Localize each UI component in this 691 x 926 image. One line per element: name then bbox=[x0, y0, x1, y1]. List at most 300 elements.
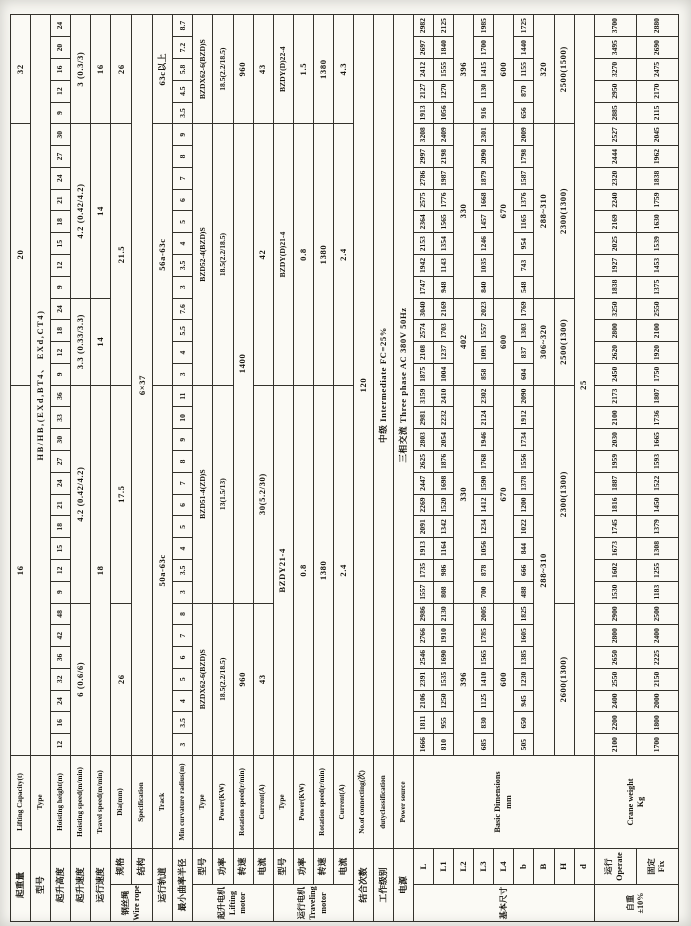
data-cell: 32 bbox=[11, 15, 31, 124]
data-cell: 2412 bbox=[414, 59, 434, 81]
data-cell: 2320 bbox=[594, 167, 636, 189]
data-cell: 14 bbox=[91, 298, 111, 385]
data-cell: 3 bbox=[173, 734, 193, 756]
label-cell: 转速 bbox=[313, 849, 333, 885]
data-cell: 1450 bbox=[636, 494, 678, 516]
data-cell: 5 bbox=[173, 211, 193, 233]
data-cell: 2600(1300) bbox=[554, 603, 574, 755]
data-cell: 1942 bbox=[414, 255, 434, 277]
row-lift-motor-power bbox=[213, 15, 233, 922]
row-lift-motor-type bbox=[193, 15, 213, 922]
data-cell: 4 bbox=[173, 538, 193, 560]
data-cell: 1354 bbox=[434, 233, 454, 255]
data-cell: 1530 bbox=[594, 581, 636, 603]
data-cell: 2100 bbox=[594, 407, 636, 429]
data-cell: 1927 bbox=[594, 255, 636, 277]
label-cell: Hoisting speed(m/min) bbox=[71, 756, 91, 849]
data-cell: 9 bbox=[173, 429, 193, 451]
label-cell: L bbox=[414, 849, 434, 885]
data-cell: 26 bbox=[111, 603, 132, 755]
data-cell: 2527 bbox=[594, 124, 636, 146]
data-cell: 2650 bbox=[594, 647, 636, 669]
data-cell: 837 bbox=[514, 342, 534, 364]
data-cell: 3.3 (0.33/3.3) bbox=[71, 298, 91, 385]
data-cell: 1630 bbox=[636, 211, 678, 233]
data-cell: 1375 bbox=[636, 276, 678, 298]
data-cell: 2090 bbox=[474, 146, 494, 168]
data-cell: 1022 bbox=[514, 516, 534, 538]
data-cell: 2091 bbox=[414, 516, 434, 538]
data-cell: 24 bbox=[51, 472, 71, 494]
row-type bbox=[31, 15, 51, 922]
data-cell: 2300(1300) bbox=[554, 385, 574, 603]
data-cell: 2023 bbox=[474, 298, 494, 320]
data-cell: 2986 bbox=[414, 603, 434, 625]
row-travel-motor-power bbox=[293, 15, 313, 922]
data-cell: 1959 bbox=[594, 451, 636, 473]
data-cell: 1535 bbox=[434, 668, 454, 690]
row-wire-rope-dia bbox=[111, 15, 132, 922]
data-cell: 2106 bbox=[414, 690, 434, 712]
data-cell: 26 bbox=[111, 15, 132, 124]
row-lift-motor-current bbox=[253, 15, 273, 922]
data-cell: 1816 bbox=[594, 494, 636, 516]
data-cell: 4 bbox=[173, 690, 193, 712]
data-cell: 1735 bbox=[414, 559, 434, 581]
data-cell: 2302 bbox=[474, 385, 494, 407]
data-cell: 18 bbox=[91, 385, 111, 755]
data-cell: 858 bbox=[474, 363, 494, 385]
data-cell: 8 bbox=[173, 451, 193, 473]
data-cell: 2030 bbox=[594, 429, 636, 451]
data-cell: 1056 bbox=[434, 102, 454, 124]
data-cell: 2786 bbox=[414, 167, 434, 189]
data-cell: 1342 bbox=[434, 516, 454, 538]
data-cell: BZDX62-6(BZD)S bbox=[193, 603, 213, 755]
data-cell: 56a-63c bbox=[153, 124, 173, 385]
data-cell: 13(1.5/13) bbox=[213, 385, 233, 603]
label-cell: L4 bbox=[494, 849, 514, 885]
data-cell: 36 bbox=[51, 385, 71, 407]
data-cell: 986 bbox=[434, 559, 454, 581]
data-cell: 24 bbox=[51, 690, 71, 712]
data-cell: 3 bbox=[173, 363, 193, 385]
data-cell: 2127 bbox=[414, 80, 434, 102]
data-cell: 25 bbox=[574, 15, 594, 756]
data-cell: 2169 bbox=[594, 211, 636, 233]
data-cell: 1056 bbox=[474, 538, 494, 560]
data-cell: 306~320 bbox=[534, 298, 554, 385]
data-cell: 1962 bbox=[636, 146, 678, 168]
data-cell: 1410 bbox=[474, 668, 494, 690]
data-cell: 2546 bbox=[414, 647, 434, 669]
data-cell: 3208 bbox=[414, 124, 434, 146]
data-cell: 2025 bbox=[594, 233, 636, 255]
label-cell: Lifting Capacity(t) bbox=[11, 756, 31, 849]
data-cell: 604 bbox=[514, 363, 534, 385]
label-cell: H bbox=[554, 849, 574, 885]
label-cell: L3 bbox=[474, 849, 494, 885]
data-cell: 700 bbox=[474, 581, 494, 603]
data-cell: 3250 bbox=[594, 298, 636, 320]
row-dim-L bbox=[414, 15, 434, 922]
data-cell: 2.4 bbox=[333, 385, 353, 755]
data-cell: 12 bbox=[51, 734, 71, 756]
data-cell: 4.2 (0.42/4.2) bbox=[71, 385, 91, 603]
data-cell: 1520 bbox=[434, 494, 454, 516]
data-cell: 16 bbox=[91, 15, 111, 124]
data-cell: 3.5 bbox=[173, 102, 193, 124]
data-cell: 63c以上 bbox=[153, 15, 173, 124]
data-cell: 1378 bbox=[514, 472, 534, 494]
row-lift-motor-speed bbox=[233, 15, 253, 922]
data-cell: 1690 bbox=[434, 647, 454, 669]
data-cell: 10 bbox=[173, 407, 193, 429]
data-cell: 1255 bbox=[636, 559, 678, 581]
data-cell: 18.5(2.2/18.5) bbox=[213, 15, 233, 124]
data-cell: 1091 bbox=[474, 342, 494, 364]
label-cell: 运行速度 bbox=[91, 849, 111, 922]
data-cell: 3700 bbox=[594, 15, 636, 37]
label-cell: Hoisting height(m) bbox=[51, 756, 71, 849]
data-cell: 2200 bbox=[594, 712, 636, 734]
data-cell: 2800 bbox=[594, 320, 636, 342]
data-cell: 1800 bbox=[636, 712, 678, 734]
data-cell: 396 bbox=[454, 603, 474, 755]
data-cell: 16 bbox=[51, 712, 71, 734]
data-cell: 18.5(2.2/18.5) bbox=[213, 124, 233, 385]
data-cell: 12 bbox=[51, 342, 71, 364]
data-cell: 2240 bbox=[594, 189, 636, 211]
row-travel-motor-current bbox=[333, 15, 353, 922]
data-cell: 2198 bbox=[434, 146, 454, 168]
data-cell: 33 bbox=[51, 407, 71, 429]
data-cell: 2391 bbox=[414, 668, 434, 690]
data-cell: 488 bbox=[514, 581, 534, 603]
label-cell: 钢丝绳 Wire rope bbox=[111, 885, 153, 922]
data-cell: 18.5(2.2/18.5) bbox=[213, 603, 233, 755]
data-cell: 42 bbox=[51, 625, 71, 647]
label-cell: 最小曲率半径 bbox=[173, 849, 193, 922]
label-cell: Type bbox=[273, 756, 293, 849]
data-cell: 2880 bbox=[636, 15, 678, 37]
data-cell: 16 bbox=[11, 385, 31, 755]
data-cell: 878 bbox=[474, 559, 494, 581]
data-cell: 2009 bbox=[514, 124, 534, 146]
data-cell: 36 bbox=[51, 647, 71, 669]
data-cell: 16 bbox=[51, 59, 71, 81]
data-cell: 2444 bbox=[594, 146, 636, 168]
data-cell: 2045 bbox=[636, 124, 678, 146]
data-cell: 30(5.2/30) bbox=[253, 385, 273, 603]
data-cell: 1875 bbox=[414, 363, 434, 385]
data-cell: 954 bbox=[514, 233, 534, 255]
data-cell: 12 bbox=[51, 559, 71, 581]
data-cell: 21.5 bbox=[111, 124, 132, 385]
label-cell: Min curvature radius(m) bbox=[173, 756, 193, 849]
data-cell: 670 bbox=[494, 385, 514, 603]
data-cell: 2090 bbox=[514, 385, 534, 407]
data-cell: 5.5 bbox=[173, 320, 193, 342]
data-cell: 4.5 bbox=[173, 80, 193, 102]
data-cell: 1736 bbox=[636, 407, 678, 429]
data-cell: 1745 bbox=[594, 516, 636, 538]
data-cell: 1165 bbox=[514, 211, 534, 233]
data-cell: 685 bbox=[474, 734, 494, 756]
label-cell: 运行 Operate bbox=[594, 849, 636, 885]
data-cell: 2000 bbox=[636, 690, 678, 712]
data-cell: 1700 bbox=[636, 734, 678, 756]
data-cell: 12 bbox=[51, 255, 71, 277]
data-cell: 21 bbox=[51, 189, 71, 211]
data-cell: 1200 bbox=[514, 494, 534, 516]
data-cell: 1130 bbox=[474, 80, 494, 102]
data-cell: 1946 bbox=[474, 429, 494, 451]
data-cell: 1164 bbox=[434, 538, 454, 560]
row-weight-operate bbox=[594, 15, 636, 922]
data-cell: 2475 bbox=[636, 59, 678, 81]
data-cell: BZD51-4(ZD)S bbox=[193, 385, 213, 603]
data-cell: 844 bbox=[514, 538, 534, 560]
data-cell: 2124 bbox=[474, 407, 494, 429]
data-cell: 9 bbox=[173, 124, 193, 146]
data-cell: 1155 bbox=[514, 59, 534, 81]
data-cell: 3.5 bbox=[173, 712, 193, 734]
data-cell: 1556 bbox=[514, 451, 534, 473]
data-cell: 1237 bbox=[434, 342, 454, 364]
data-cell: 2766 bbox=[414, 625, 434, 647]
label-cell: L1 bbox=[434, 849, 454, 885]
data-cell: 中级 Intermediate FC=25% bbox=[373, 15, 393, 756]
data-cell: 1308 bbox=[636, 538, 678, 560]
data-cell: 1593 bbox=[636, 451, 678, 473]
data-cell: 650 bbox=[514, 712, 534, 734]
data-cell: 1412 bbox=[474, 494, 494, 516]
data-cell: 3040 bbox=[414, 298, 434, 320]
data-cell: 42 bbox=[253, 124, 273, 385]
data-cell: 2100 bbox=[636, 320, 678, 342]
data-cell: 1440 bbox=[514, 37, 534, 59]
row-track bbox=[153, 15, 173, 922]
data-cell: 2150 bbox=[636, 668, 678, 690]
data-cell: 2.4 bbox=[333, 124, 353, 385]
label-cell: 转速 bbox=[233, 849, 253, 885]
data-cell: 1798 bbox=[514, 146, 534, 168]
data-cell: 3.5 bbox=[173, 255, 193, 277]
data-cell: 30 bbox=[51, 429, 71, 451]
data-cell: BZDY21-4 bbox=[273, 385, 293, 755]
data-cell: 120 bbox=[353, 15, 373, 756]
data-cell: 2625 bbox=[414, 451, 434, 473]
label-cell: Current(A) bbox=[333, 756, 353, 849]
label-cell: Crane weight Kg bbox=[594, 756, 678, 849]
data-cell: 870 bbox=[514, 80, 534, 102]
data-cell: 670 bbox=[494, 124, 514, 298]
data-cell: 2900 bbox=[594, 603, 636, 625]
data-cell: 6×37 bbox=[132, 15, 153, 756]
label-cell: 起升速度 bbox=[71, 849, 91, 922]
data-cell: 1400 bbox=[233, 124, 253, 603]
row-travel-motor-type bbox=[273, 15, 293, 922]
data-cell: 3 bbox=[173, 581, 193, 603]
data-cell: 2130 bbox=[434, 603, 454, 625]
data-cell: 2364 bbox=[414, 211, 434, 233]
spec-table-body bbox=[11, 15, 679, 922]
data-cell: 18 bbox=[51, 211, 71, 233]
data-cell: 2500(1500) bbox=[554, 15, 574, 124]
data-cell: 2697 bbox=[414, 37, 434, 59]
data-cell: 1920 bbox=[636, 342, 678, 364]
data-cell: 810 bbox=[434, 734, 454, 756]
label-cell: 工作级别 bbox=[373, 849, 393, 922]
data-cell: 1143 bbox=[434, 255, 454, 277]
data-cell: 18 bbox=[51, 320, 71, 342]
data-cell: 945 bbox=[514, 690, 534, 712]
data-cell: 1035 bbox=[474, 255, 494, 277]
data-cell: 2269 bbox=[414, 494, 434, 516]
data-cell: 948 bbox=[434, 276, 454, 298]
data-cell: 396 bbox=[454, 15, 474, 124]
label-cell: Current(A) bbox=[253, 756, 273, 849]
data-cell: 9 bbox=[51, 363, 71, 385]
label-cell: 功率 bbox=[213, 849, 233, 885]
data-cell: 3495 bbox=[594, 37, 636, 59]
data-cell: 4.2 (0.42/4.2) bbox=[71, 124, 91, 298]
data-cell: 2450 bbox=[594, 363, 636, 385]
data-cell: 288~310 bbox=[534, 124, 554, 298]
data-cell: 2232 bbox=[434, 407, 454, 429]
label-cell: 型号 bbox=[31, 849, 51, 922]
data-cell: 288~310 bbox=[534, 385, 554, 755]
data-cell: 43 bbox=[253, 603, 273, 755]
data-cell: 1887 bbox=[594, 472, 636, 494]
data-cell: 1415 bbox=[474, 59, 494, 81]
data-cell: 2115 bbox=[636, 102, 678, 124]
data-cell: 1522 bbox=[636, 472, 678, 494]
label-cell: Dia(mm) bbox=[111, 756, 132, 849]
label-cell: Rotation speed(r/min) bbox=[233, 756, 253, 849]
data-cell: 1234 bbox=[474, 516, 494, 538]
data-cell: 1380 bbox=[313, 15, 333, 124]
data-cell: 7 bbox=[173, 167, 193, 189]
data-cell: 1557 bbox=[474, 320, 494, 342]
data-cell: 2690 bbox=[636, 37, 678, 59]
data-cell: 43 bbox=[253, 15, 273, 124]
data-cell: 2054 bbox=[434, 429, 454, 451]
label-cell: dutyclassification bbox=[373, 756, 393, 849]
data-cell: 1380 bbox=[313, 124, 333, 385]
data-cell: 1590 bbox=[474, 472, 494, 494]
data-cell: 1385 bbox=[514, 647, 534, 669]
label-cell: 型号 bbox=[273, 849, 293, 885]
data-cell: 1665 bbox=[636, 429, 678, 451]
row-hoisting-speed bbox=[71, 15, 91, 922]
label-cell: Power(KW) bbox=[293, 756, 313, 849]
data-cell: 1183 bbox=[636, 581, 678, 603]
data-cell: 666 bbox=[514, 559, 534, 581]
data-cell: 2997 bbox=[414, 146, 434, 168]
data-cell: 1.5 bbox=[293, 15, 313, 124]
label-cell: Travel speed(m/min) bbox=[91, 756, 111, 849]
data-cell: 32 bbox=[51, 668, 71, 690]
data-cell: 7 bbox=[173, 625, 193, 647]
data-cell: 2620 bbox=[594, 342, 636, 364]
data-cell: BZDX62-6(BZD)S bbox=[193, 15, 213, 124]
data-cell: 505 bbox=[514, 734, 534, 756]
data-cell: 18 bbox=[51, 516, 71, 538]
data-cell: 2981 bbox=[414, 407, 434, 429]
label-cell: B bbox=[534, 849, 554, 885]
data-cell: 1811 bbox=[414, 712, 434, 734]
data-cell: 27 bbox=[51, 451, 71, 473]
data-cell: 1250 bbox=[434, 690, 454, 712]
label-cell: Specification bbox=[132, 756, 153, 849]
data-cell: 1557 bbox=[414, 581, 434, 603]
data-cell: 1376 bbox=[514, 189, 534, 211]
data-cell: 2153 bbox=[414, 233, 434, 255]
data-cell: 1666 bbox=[414, 734, 434, 756]
data-cell: 6 bbox=[173, 647, 193, 669]
data-cell: 1913 bbox=[414, 538, 434, 560]
data-cell: 2409 bbox=[434, 124, 454, 146]
data-cell: 1380 bbox=[313, 385, 333, 755]
data-cell: 600 bbox=[494, 15, 514, 124]
data-cell: 1879 bbox=[474, 167, 494, 189]
data-cell: 9 bbox=[51, 581, 71, 603]
label-cell: 运行轨道 bbox=[153, 849, 173, 922]
data-cell: 656 bbox=[514, 102, 534, 124]
label-cell: Rotation speed(r/min) bbox=[313, 756, 333, 849]
data-cell: 2173 bbox=[594, 385, 636, 407]
data-cell: 2108 bbox=[414, 342, 434, 364]
data-cell: 1379 bbox=[636, 516, 678, 538]
label-cell: Type bbox=[31, 756, 51, 849]
data-cell: 15 bbox=[51, 538, 71, 560]
label-cell: Power source bbox=[394, 756, 414, 849]
data-cell: 5 bbox=[173, 668, 193, 690]
data-cell: 2100 bbox=[594, 734, 636, 756]
data-cell: 2005 bbox=[474, 603, 494, 625]
data-cell: HB/HB,(EXd,BT4、 EXd,CT4) bbox=[31, 15, 51, 756]
label-cell: 运行电机 Traveling motor bbox=[273, 885, 353, 922]
data-cell: 2125 bbox=[434, 15, 454, 37]
data-cell: 1605 bbox=[514, 625, 534, 647]
spec-table bbox=[10, 14, 679, 922]
data-cell: 1838 bbox=[636, 167, 678, 189]
data-cell: 1668 bbox=[474, 189, 494, 211]
data-cell: 1838 bbox=[594, 276, 636, 298]
data-cell: 1453 bbox=[636, 255, 678, 277]
data-cell: 3 bbox=[173, 276, 193, 298]
data-cell: 1700 bbox=[474, 37, 494, 59]
data-cell: 2500(1300) bbox=[554, 298, 574, 385]
data-cell: 1270 bbox=[434, 80, 454, 102]
data-cell: 20 bbox=[51, 37, 71, 59]
data-cell: 5.8 bbox=[173, 59, 193, 81]
label-cell: Track bbox=[153, 756, 173, 849]
label-cell: 电流 bbox=[253, 849, 273, 885]
data-cell: 50a-63c bbox=[153, 385, 173, 755]
data-cell: 1698 bbox=[434, 472, 454, 494]
label-cell: 起升高度 bbox=[51, 849, 71, 922]
data-cell: 743 bbox=[514, 255, 534, 277]
data-cell: 1768 bbox=[474, 451, 494, 473]
data-cell: 2169 bbox=[434, 298, 454, 320]
data-cell: 4 bbox=[173, 233, 193, 255]
label-cell: No.of connecting(次) bbox=[353, 756, 373, 849]
data-cell: 2300(1300) bbox=[554, 124, 574, 298]
data-cell: 1555 bbox=[434, 59, 454, 81]
